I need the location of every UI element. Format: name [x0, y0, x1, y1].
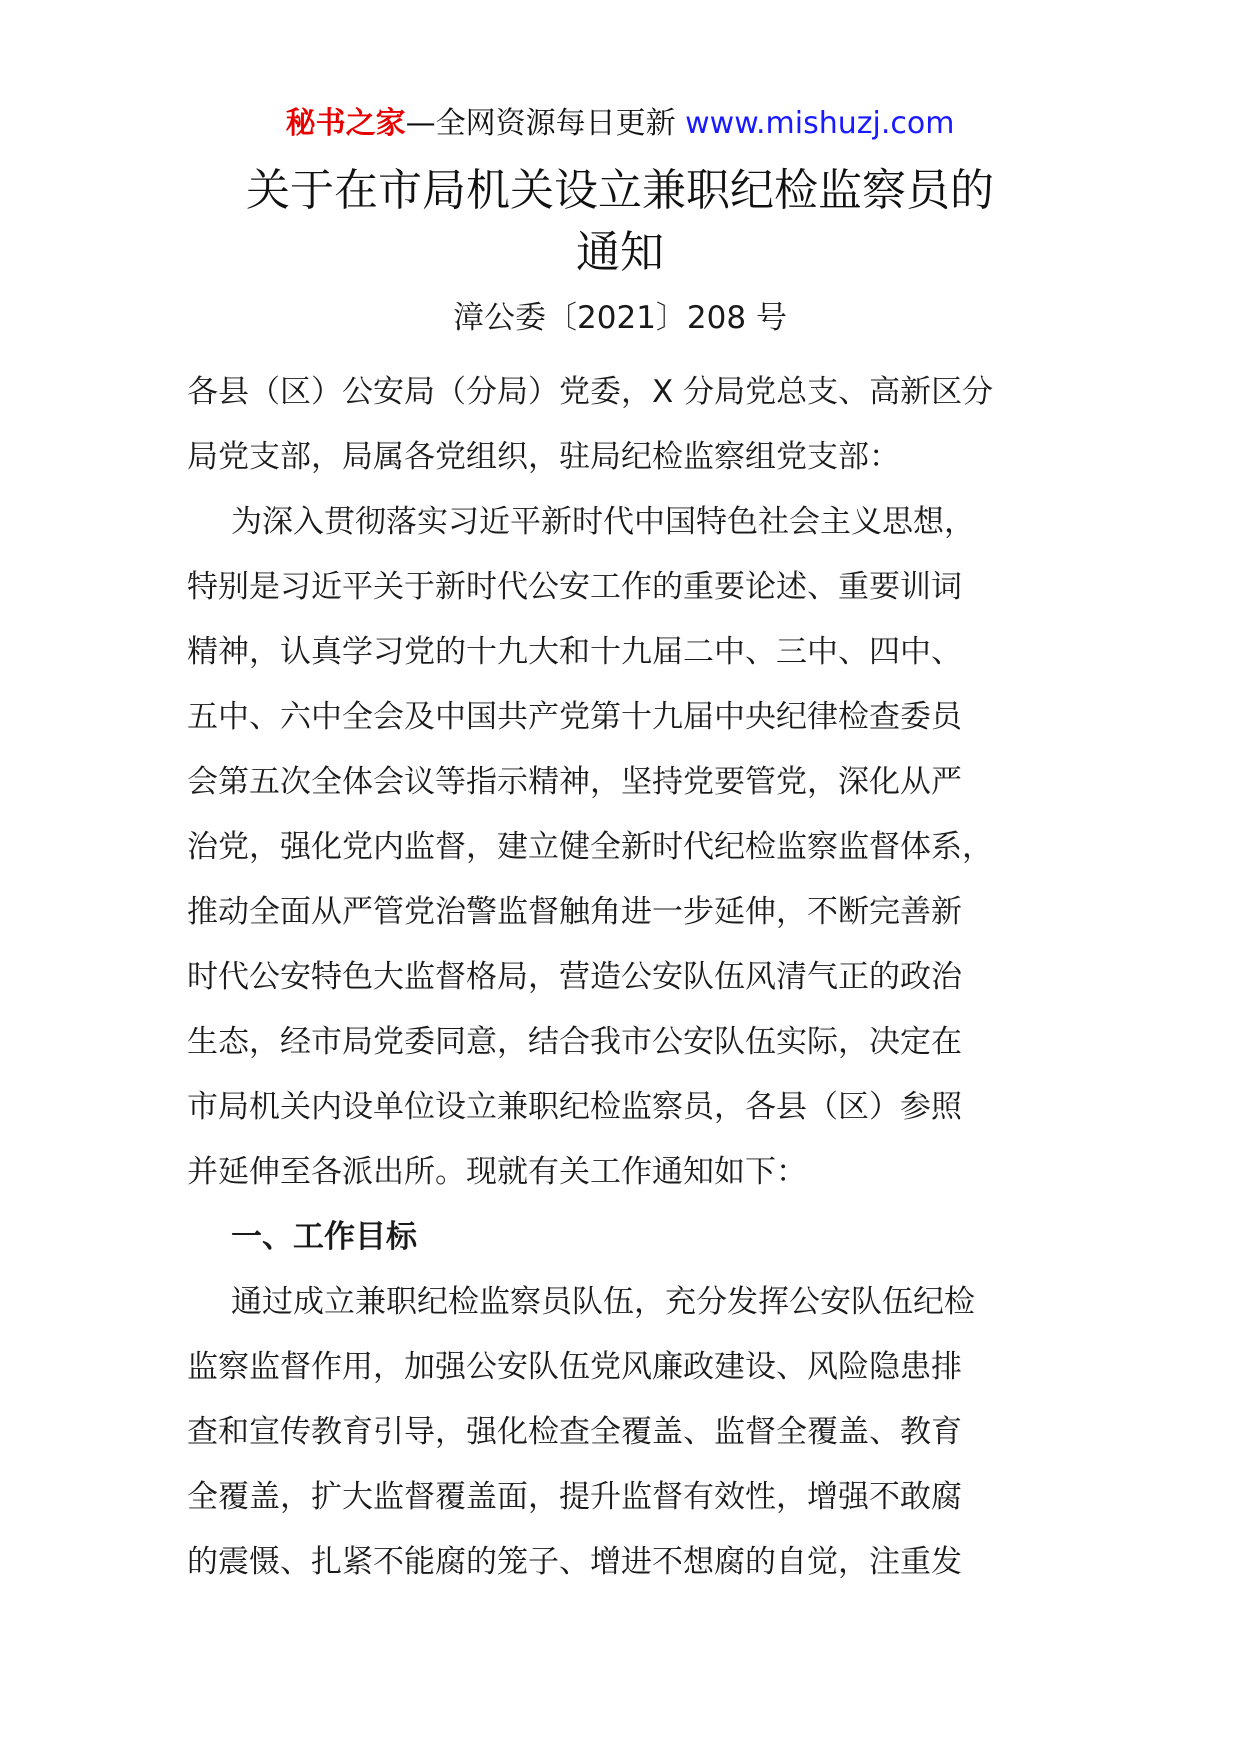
site-brand: 秘书之家 — [285, 106, 406, 141]
paragraph-line: 五中、六中全会及中国共产党第十九届中央纪律检查委员 — [187, 699, 962, 735]
paragraph-line: 并延伸至各派出所。现就有关工作通知如下： — [187, 1154, 807, 1190]
document-title — [0, 160, 1240, 284]
paragraph-line: 为深入贯彻落实习近平新时代中国特色社会主义思想， — [231, 504, 975, 540]
paragraph-line: 通过成立兼职纪检监察员队伍，充分发挥公安队伍纪检 — [231, 1284, 975, 1320]
paragraph-line: 治党，强化党内监督，建立健全新时代纪检监察监督体系， — [187, 829, 993, 865]
site-banner — [0, 102, 1240, 146]
paragraph-line: 时代公安特色大监督格局，营造公安队伍风清气正的政治 — [187, 959, 962, 995]
paragraph-line: 特别是习近平关于新时代公安工作的重要论述、重要训词 — [187, 569, 962, 605]
addressee-line: 局党支部，局属各党组织，驻局纪检监察组党支部： — [187, 439, 900, 475]
site-url-link[interactable]: www.mishuzj.com — [685, 106, 955, 141]
section-heading: 一、工作目标 — [231, 1219, 417, 1255]
paragraph-line: 市局机关内设单位设立兼职纪检监察员，各县（区）参照 — [187, 1089, 962, 1125]
addressee-line: 各县（区）公安局（分局）党委，X 分局党总支、高新区分 — [187, 374, 994, 410]
document-body — [187, 360, 1067, 1595]
site-slogan: —全网资源每日更新 — [405, 106, 676, 141]
paragraph-line: 全覆盖，扩大监督覆盖面，提升监督有效性，增强不敢腐 — [187, 1479, 962, 1515]
paragraph-line: 的震慑、扎紧不能腐的笼子、增进不想腐的自觉，注重发 — [187, 1544, 962, 1580]
paragraph-line: 精神，认真学习党的十九大和十九届二中、三中、四中、 — [187, 634, 962, 670]
document-number: 漳公委〔2021〕208 号 — [453, 300, 787, 336]
paragraph-line: 会第五次全体会议等指示精神，坚持党要管党，深化从严 — [187, 764, 962, 800]
paragraph-line: 推动全面从严管党治警监督触角进一步延伸，不断完善新 — [187, 894, 962, 930]
paragraph-line: 监察监督作用，加强公安队伍党风廉政建设、风险隐患排 — [187, 1349, 962, 1385]
paragraph-line: 生态，经市局党委同意，结合我市公安队伍实际，决定在 — [187, 1024, 962, 1060]
title-line: 关于在市局机关设立兼职纪检监察员的 — [246, 165, 994, 216]
paragraph-line: 查和宣传教育引导，强化检查全覆盖、监督全覆盖、教育 — [187, 1414, 962, 1450]
title-line: 通知 — [576, 227, 664, 278]
